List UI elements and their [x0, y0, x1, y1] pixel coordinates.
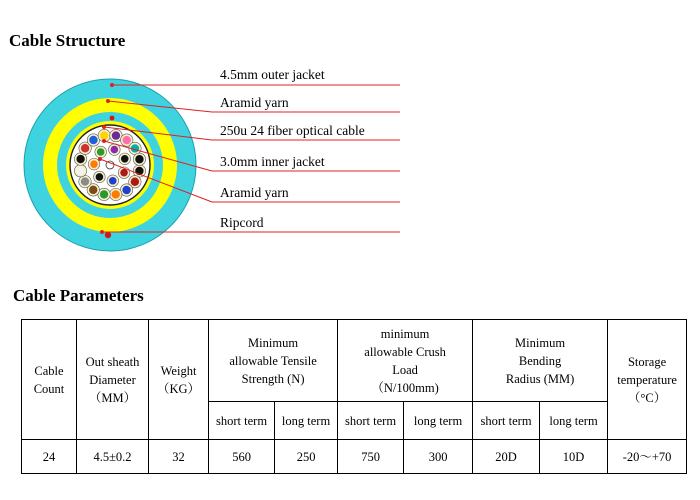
- fiber-core: [131, 178, 139, 186]
- cable-parameters-table: [21, 319, 687, 474]
- subheader-long-term: long term: [540, 402, 608, 440]
- fiber-core: [96, 173, 104, 181]
- label-aramid-yarn-outer: Aramid yarn: [220, 95, 289, 110]
- table-header-row: [22, 320, 687, 402]
- cell-bend-short: 20D: [473, 440, 540, 474]
- fiber-core: [122, 186, 130, 194]
- cable-cross-section-diagram: [0, 55, 700, 255]
- leader-dot: [110, 83, 114, 87]
- header-tensile-strength: Minimum allowable Tensile Strength (N): [209, 320, 338, 402]
- fiber-core: [89, 186, 97, 194]
- header-cable-count: Cable Count: [22, 320, 77, 440]
- label-ripcord: Ripcord: [220, 215, 264, 230]
- cell-diameter: 4.5±0.2: [77, 440, 149, 474]
- fiber-core: [135, 155, 143, 163]
- label-fiber-optical-cable: 250u 24 fiber optical cable: [220, 123, 365, 138]
- subheader-long-term: long term: [275, 402, 338, 440]
- subheader-short-term: short term: [338, 402, 404, 440]
- leader-dot: [100, 230, 104, 234]
- leader-dot: [106, 99, 110, 103]
- subheader-short-term: short term: [209, 402, 275, 440]
- label-aramid-yarn-inner: Aramid yarn: [220, 185, 289, 200]
- fiber-core: [81, 144, 89, 152]
- fiber-core: [81, 177, 89, 185]
- leader-dot: [102, 125, 106, 129]
- ripcord: [105, 232, 111, 238]
- cell-crush-long: 300: [404, 440, 473, 474]
- fiber-core: [120, 169, 128, 177]
- header-bending-radius: Minimum Bending Radius (MM): [473, 320, 608, 402]
- fiber-core: [112, 190, 120, 198]
- fiber-core: [100, 131, 108, 139]
- fiber-core: [109, 177, 117, 185]
- fiber-core: [76, 155, 84, 163]
- cable-structure-heading: Cable Structure: [9, 31, 126, 50]
- label-inner-jacket: 3.0mm inner jacket: [220, 154, 325, 169]
- fiber-core: [97, 148, 105, 156]
- label-outer-jacket: 4.5mm outer jacket: [220, 67, 325, 82]
- fiber-core: [76, 167, 84, 175]
- fiber-core: [112, 131, 120, 139]
- cell-weight: 32: [149, 440, 209, 474]
- fiber-core: [111, 146, 119, 154]
- cell-bend-long: 10D: [540, 440, 608, 474]
- fiber-core: [100, 190, 108, 198]
- cell-tensile-short: 560: [209, 440, 275, 474]
- cell-storage-temperature: -20～+70: [608, 440, 687, 474]
- cable-parameters-heading: Cable Parameters: [13, 286, 144, 305]
- header-storage-temperature: Storage temperature （°C）: [608, 320, 687, 440]
- header-weight: Weight （KG）: [149, 320, 209, 440]
- subheader-long-term: long term: [404, 402, 473, 440]
- fiber-core: [123, 136, 131, 144]
- leader-dot: [102, 139, 106, 143]
- fiber-core: [121, 155, 129, 163]
- header-out-sheath-diameter: Out sheath Diameter （MM）: [77, 320, 149, 440]
- ripcord: [110, 116, 115, 121]
- header-crush-load: minimum allowable Crush Load （N/100mm): [338, 320, 473, 402]
- fiber-core: [90, 160, 98, 168]
- cell-tensile-long: 250: [275, 440, 338, 474]
- leader-dot: [98, 157, 102, 161]
- table-row: [22, 440, 687, 474]
- cell-crush-short: 750: [338, 440, 404, 474]
- cell-cable-count: 24: [22, 440, 77, 474]
- fiber-core: [89, 136, 97, 144]
- subheader-short-term: short term: [473, 402, 540, 440]
